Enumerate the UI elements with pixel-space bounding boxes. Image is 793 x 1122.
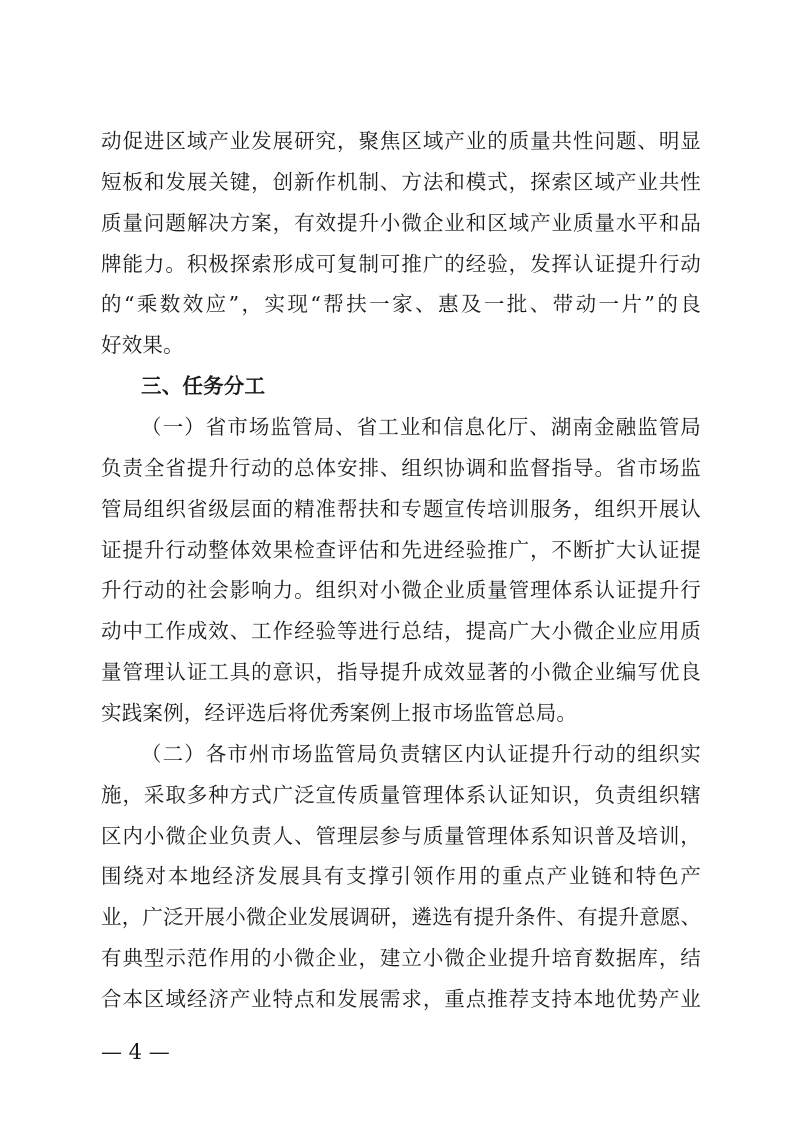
body-text-line: 动中工作成效、工作经验等进行总结，提高广大小微企业应用质 bbox=[101, 619, 701, 643]
body-text-line: 合本区域经济产业特点和发展需求，重点推荐支持本地优势产业 bbox=[101, 987, 701, 1011]
paragraph-first-line: （二）各市州市场监管局负责辖区内认证提升行动的组织实 bbox=[141, 742, 701, 766]
page-number: — 4 — bbox=[101, 1040, 170, 1064]
body-text-line: 业，广泛开展小微企业发展调研，遴选有提升条件、有提升意愿、 bbox=[101, 905, 702, 929]
body-text-line: 量管理认证工具的意识，指导提升成效显著的小微企业编写优良 bbox=[101, 660, 701, 684]
body-text-line: 牌能力。积极探索形成可复制可推广的经验，发挥认证提升行动 bbox=[101, 252, 701, 276]
body-text-line: 实践案例，经评选后将优秀案例上报市场监管总局。 bbox=[101, 701, 578, 725]
body-text-line: 升行动的社会影响力。组织对小微企业质量管理体系认证提升行 bbox=[101, 578, 701, 602]
body-text-line: 围绕对本地经济发展具有支撑引领作用的重点产业链和特色产 bbox=[101, 864, 701, 888]
body-text-line: 区内小微企业负责人、管理层参与质量管理体系知识普及培训， bbox=[101, 824, 701, 848]
body-text-line: 负责全省提升行动的总体安排、组织协调和监督指导。省市场监 bbox=[101, 456, 701, 480]
body-text-line: 好效果。 bbox=[101, 333, 184, 357]
body-text-line: 管局组织省级层面的精准帮扶和专题宣传培训服务，组织开展认 bbox=[101, 497, 701, 521]
section-heading: 三、任务分工 bbox=[141, 374, 266, 398]
body-text-line: 质量问题解决方案，有效提升小微企业和区域产业质量水平和品 bbox=[101, 211, 701, 235]
body-text-line: 动促进区域产业发展研究，聚焦区域产业的质量共性问题、明显 bbox=[101, 129, 701, 153]
body-text-line: 短板和发展关键，创新作机制、方法和模式，探索区域产业共性 bbox=[101, 170, 701, 194]
body-text-line: 证提升行动整体效果检查评估和先进经验推广，不断扩大认证提 bbox=[101, 538, 701, 562]
body-text-line: 施，采取多种方式广泛宣传质量管理体系认证知识，负责组织辖 bbox=[101, 783, 701, 807]
body-text-line: 的“乘数效应”，实现“帮扶一家、惠及一批、带动一片”的良 bbox=[101, 292, 701, 316]
body-text-line: 有典型示范作用的小微企业，建立小微企业提升培育数据库，结 bbox=[101, 946, 701, 970]
paragraph-first-line: （一）省市场监管局、省工业和信息化厅、湖南金融监管局 bbox=[141, 415, 701, 439]
